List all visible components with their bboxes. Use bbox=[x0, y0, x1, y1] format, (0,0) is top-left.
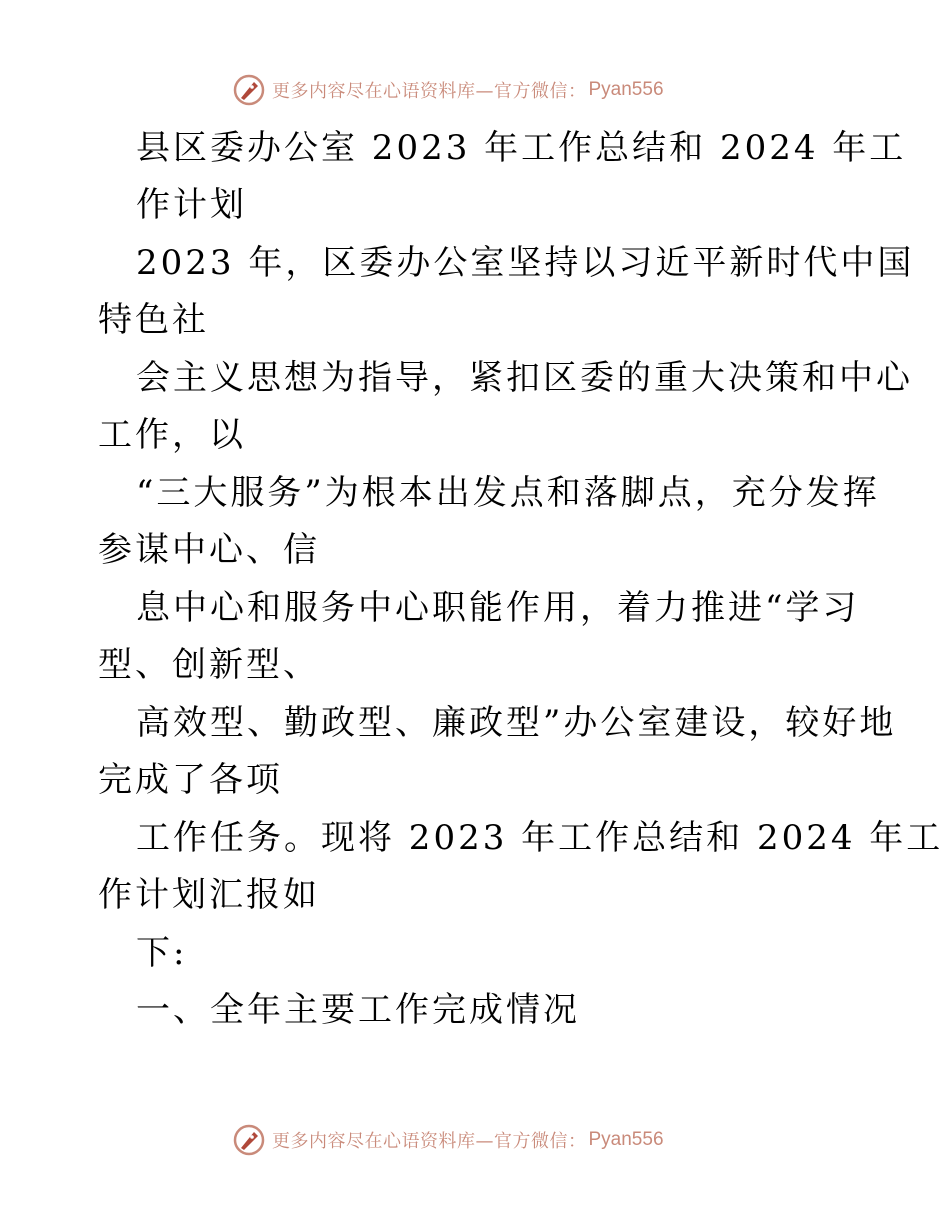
paragraph-line: 特色社 bbox=[98, 300, 209, 340]
paragraph-line: 会主义思想为指导，紧扣区委的重大决策和中心 bbox=[136, 358, 913, 398]
section-heading: 一、全年主要工作完成情况 bbox=[136, 990, 580, 1030]
watermark-wechat-id: Pyan556 bbox=[588, 79, 664, 100]
pen-nib-logo-icon bbox=[232, 73, 266, 107]
paragraph-line: 息中心和服务中心职能作用，着力推进“学习 bbox=[136, 588, 860, 628]
paragraph-line: 参谋中心、信 bbox=[98, 530, 320, 570]
watermark-text: 更多内容尽在心语资料库—官方微信： bbox=[272, 81, 587, 102]
paragraph-line: 高效型、勤政型、廉政型”办公室建设，较好地 bbox=[136, 703, 897, 743]
pen-nib-logo-icon bbox=[232, 1123, 266, 1157]
paragraph-line: 工作，以 bbox=[98, 415, 246, 455]
paragraph-line: 下: bbox=[136, 933, 188, 973]
paragraph-line: 工作任务。现将 2023 年工作总结和 2024 年工 bbox=[136, 818, 944, 858]
paragraph-line: 作计划汇报如 bbox=[98, 875, 320, 915]
paragraph-line: 型、创新型、 bbox=[98, 645, 320, 685]
watermark-wechat-id: Pyan556 bbox=[588, 1129, 664, 1150]
paragraph-line: 2023 年，区委办公室坚持以习近平新时代中国 bbox=[136, 243, 915, 283]
title-line-1: 县区委办公室 2023 年工作总结和 2024 年工 bbox=[136, 128, 907, 168]
watermark-footer bbox=[232, 1122, 664, 1158]
watermark-text: 更多内容尽在心语资料库—官方微信： bbox=[272, 1131, 587, 1152]
paragraph-line: 完成了各项 bbox=[98, 760, 283, 800]
paragraph-line: “三大服务”为根本出发点和落脚点，充分发挥 bbox=[136, 473, 880, 513]
title-line-2: 作计划 bbox=[136, 185, 247, 225]
watermark-header bbox=[232, 72, 664, 108]
